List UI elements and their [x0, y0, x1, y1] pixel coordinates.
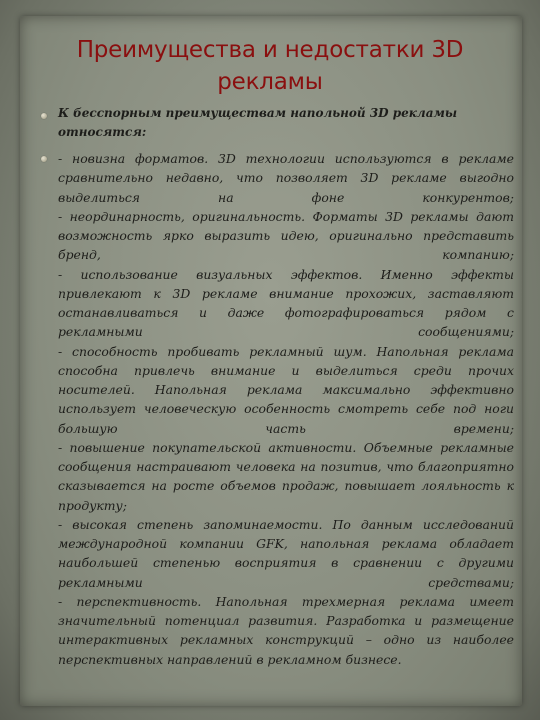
paragraph-perspective: - перспективность. Напольная трехмерная реклама имеет значительный потенциал развития. Разработка и размещение интерактивных рекламных конструкций – одно из наиболее перспективных направлений в рекламном бизнесе.	[58, 593, 514, 667]
intro-text: К бесспорным преимуществам напольной 3D рекламы относятся:	[58, 106, 458, 139]
body-text	[58, 149, 514, 669]
paragraph-visual-effects: - использование визуальных эффектов. Именно эффекты привлекают к 3D рекламе внимание прохожих, заставляют останавливаться и даже фотографироваться рядом с рекламными сообщениями;	[58, 266, 514, 340]
paragraph-activity: - повышение покупательской активности. Объемные рекламные сообщения настраивают человека на позитив, что благоприятно сказывается на росте объемов продаж, повышает лояльность к продукту;	[58, 439, 514, 513]
bullet-icon	[41, 156, 47, 162]
bullet-icon	[41, 113, 47, 119]
paragraph-noise: - способность пробивать рекламный шум. Напольная реклама способна привлечь внимание и выделиться среди прочих носителей. Напольная реклама максимально эффективно использует человеческую особенность смотреть себе под ноги большую часть времени;	[58, 343, 514, 436]
paragraph-novelty: - новизна форматов. 3D технологии используются в рекламе сравнительно недавно, что позволяет 3D рекламе выгодно выделиться на фоне конкурентов;	[58, 151, 514, 205]
paragraph-originality: - неординарность, оригинальность. Форматы 3D рекламы дают возможность ярко выразить идею, оригинально представить бренд, компанию;	[58, 208, 514, 263]
paragraph-memorability: - высокая степень запоминаемости. По данным исследований международной компании GFK, напольная реклама обладает наибольшей степенью восприятия в сравнении с другими рекламными средствами;	[58, 516, 514, 590]
slide-title: Преимущества и недостатки 3D рекламы	[76, 37, 464, 95]
